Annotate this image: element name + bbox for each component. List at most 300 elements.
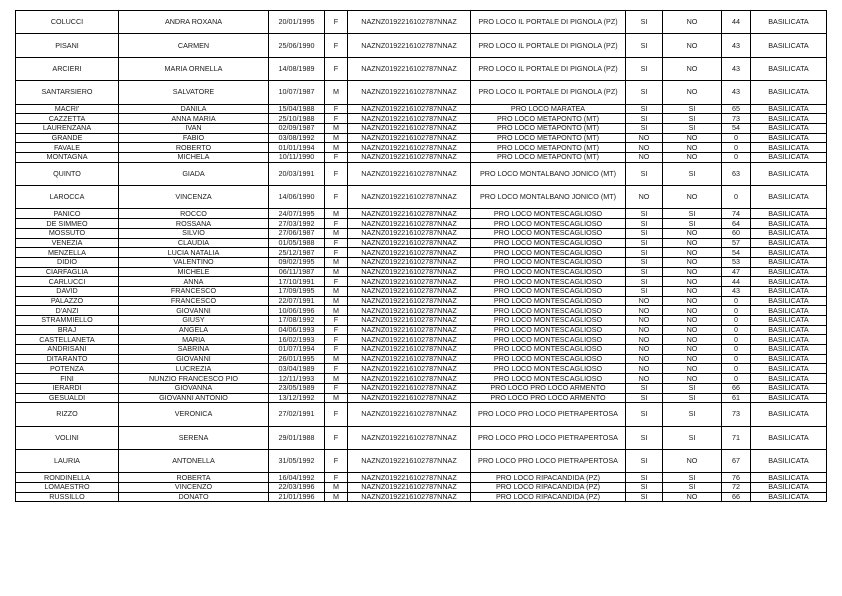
table-row [16, 483, 827, 493]
birth-date-cell: 25/10/1988 [269, 114, 325, 124]
birth-date-cell: 17/09/1995 [269, 286, 325, 296]
gender-cell: F [325, 383, 348, 393]
table-row [16, 374, 827, 384]
first-name-cell: GIOVANNI ANTONIO [119, 393, 269, 403]
region-cell: BASILICATA [751, 316, 827, 326]
code-cell: NAZNZ0192216102787NNAZ [348, 374, 471, 384]
flag-1-cell: SI [626, 34, 663, 57]
gender-cell: F [325, 114, 348, 124]
surname-cell: FINI [16, 374, 119, 384]
first-name-cell: ANNA [119, 277, 269, 287]
flag-2-cell: NO [663, 364, 722, 374]
score-cell: 76 [722, 473, 751, 483]
surname-cell: ARCIERI [16, 57, 119, 80]
gender-cell: F [325, 248, 348, 258]
surname-cell: VOLINI [16, 426, 119, 449]
flag-2-cell: NO [663, 267, 722, 277]
region-cell: BASILICATA [751, 345, 827, 355]
score-cell: 54 [722, 123, 751, 133]
flag-2-cell: NO [663, 153, 722, 163]
birth-date-cell: 12/11/1993 [269, 374, 325, 384]
flag-2-cell: NO [663, 277, 722, 287]
code-cell: NAZNZ0192216102787NNAZ [348, 364, 471, 374]
region-cell: BASILICATA [751, 306, 827, 316]
table-row [16, 335, 827, 345]
gender-cell: F [325, 186, 348, 209]
flag-2-cell: NO [663, 325, 722, 335]
gender-cell: F [325, 219, 348, 229]
first-name-cell: GIUSY [119, 316, 269, 326]
code-cell: NAZNZ0192216102787NNAZ [348, 450, 471, 473]
code-cell: NAZNZ0192216102787NNAZ [348, 492, 471, 502]
code-cell: NAZNZ0192216102787NNAZ [348, 345, 471, 355]
code-cell: NAZNZ0192216102787NNAZ [348, 153, 471, 163]
surname-cell: IERARDI [16, 383, 119, 393]
table-row [16, 426, 827, 449]
gender-cell: F [325, 34, 348, 57]
gender-cell: M [325, 393, 348, 403]
table-row [16, 228, 827, 238]
birth-date-cell: 20/03/1991 [269, 162, 325, 185]
gender-cell: F [325, 473, 348, 483]
surname-cell: DAVID [16, 286, 119, 296]
birth-date-cell: 03/04/1989 [269, 364, 325, 374]
table-row [16, 492, 827, 502]
score-cell: 0 [722, 306, 751, 316]
birth-date-cell: 01/07/1994 [269, 345, 325, 355]
score-cell: 0 [722, 335, 751, 345]
organization-cell: PRO LOCO MONTESCAGLIOSO [471, 209, 626, 219]
code-cell: NAZNZ0192216102787NNAZ [348, 393, 471, 403]
gender-cell: F [325, 403, 348, 426]
code-cell: NAZNZ0192216102787NNAZ [348, 81, 471, 104]
organization-cell: PRO LOCO PRO LOCO PIETRAPERTOSA [471, 450, 626, 473]
table-row [16, 57, 827, 80]
code-cell: NAZNZ0192216102787NNAZ [348, 219, 471, 229]
organization-cell: PRO LOCO MONTESCAGLIOSO [471, 325, 626, 335]
flag-2-cell: NO [663, 257, 722, 267]
first-name-cell: VALENTINO [119, 257, 269, 267]
score-cell: 60 [722, 228, 751, 238]
region-cell: BASILICATA [751, 450, 827, 473]
first-name-cell: ROSSANA [119, 219, 269, 229]
organization-cell: PRO LOCO MONTESCAGLIOSO [471, 345, 626, 355]
table-row [16, 248, 827, 258]
flag-2-cell: NO [663, 238, 722, 248]
birth-date-cell: 04/06/1993 [269, 325, 325, 335]
first-name-cell: SABRINA [119, 345, 269, 355]
flag-2-cell: NO [663, 286, 722, 296]
score-cell: 0 [722, 186, 751, 209]
gender-cell: F [325, 316, 348, 326]
table-row [16, 114, 827, 124]
first-name-cell: NUNZIO FRANCESCO PIO [119, 374, 269, 384]
score-cell: 66 [722, 492, 751, 502]
birth-date-cell: 16/02/1993 [269, 335, 325, 345]
birth-date-cell: 22/03/1996 [269, 483, 325, 493]
flag-1-cell: SI [626, 473, 663, 483]
score-cell: 43 [722, 81, 751, 104]
flag-1-cell: NO [626, 153, 663, 163]
flag-1-cell: NO [626, 186, 663, 209]
first-name-cell: DANILA [119, 104, 269, 114]
flag-1-cell: NO [626, 354, 663, 364]
surname-cell: RUSSILLO [16, 492, 119, 502]
region-cell: BASILICATA [751, 374, 827, 384]
surname-cell: MENZELLA [16, 248, 119, 258]
region-cell: BASILICATA [751, 257, 827, 267]
surname-cell: LOMAESTRO [16, 483, 119, 493]
first-name-cell: DONATO [119, 492, 269, 502]
first-name-cell: FRANCESCO [119, 296, 269, 306]
first-name-cell: VERONICA [119, 403, 269, 426]
score-cell: 54 [722, 248, 751, 258]
flag-1-cell: SI [626, 393, 663, 403]
region-cell: BASILICATA [751, 238, 827, 248]
region-cell: BASILICATA [751, 153, 827, 163]
organization-cell: PRO LOCO IL PORTALE DI PIGNOLA (PZ) [471, 11, 626, 34]
code-cell: NAZNZ0192216102787NNAZ [348, 57, 471, 80]
first-name-cell: ANDRA ROXANA [119, 11, 269, 34]
organization-cell: PRO LOCO MONTESCAGLIOSO [471, 277, 626, 287]
score-cell: 64 [722, 219, 751, 229]
region-cell: BASILICATA [751, 296, 827, 306]
region-cell: BASILICATA [751, 383, 827, 393]
flag-1-cell: NO [626, 306, 663, 316]
flag-2-cell: NO [663, 143, 722, 153]
table-row [16, 364, 827, 374]
flag-2-cell: SI [663, 209, 722, 219]
surname-cell: MACRI' [16, 104, 119, 114]
region-cell: BASILICATA [751, 393, 827, 403]
gender-cell: M [325, 296, 348, 306]
region-cell: BASILICATA [751, 114, 827, 124]
score-cell: 0 [722, 345, 751, 355]
code-cell: NAZNZ0192216102787NNAZ [348, 473, 471, 483]
birth-date-cell: 22/07/1991 [269, 296, 325, 306]
birth-date-cell: 10/11/1990 [269, 153, 325, 163]
table-row [16, 153, 827, 163]
first-name-cell: MARIA [119, 335, 269, 345]
score-cell: 0 [722, 143, 751, 153]
table-row [16, 162, 827, 185]
organization-cell: PRO LOCO MONTESCAGLIOSO [471, 228, 626, 238]
score-cell: 0 [722, 296, 751, 306]
surname-cell: LAURIA [16, 450, 119, 473]
score-cell: 0 [722, 374, 751, 384]
score-cell: 73 [722, 403, 751, 426]
score-cell: 0 [722, 354, 751, 364]
code-cell: NAZNZ0192216102787NNAZ [348, 133, 471, 143]
code-cell: NAZNZ0192216102787NNAZ [348, 123, 471, 133]
table-row [16, 450, 827, 473]
table-row [16, 257, 827, 267]
region-cell: BASILICATA [751, 133, 827, 143]
code-cell: NAZNZ0192216102787NNAZ [348, 354, 471, 364]
birth-date-cell: 02/09/1987 [269, 123, 325, 133]
score-cell: 67 [722, 450, 751, 473]
birth-date-cell: 01/05/1988 [269, 238, 325, 248]
surname-cell: COLUCCI [16, 11, 119, 34]
birth-date-cell: 23/05/1989 [269, 383, 325, 393]
gender-cell: M [325, 81, 348, 104]
first-name-cell: GIOVANNI [119, 306, 269, 316]
birth-date-cell: 06/11/1987 [269, 267, 325, 277]
first-name-cell: ROBERTO [119, 143, 269, 153]
organization-cell: PRO LOCO MONTESCAGLIOSO [471, 335, 626, 345]
gender-cell: F [325, 153, 348, 163]
surname-cell: QUINTO [16, 162, 119, 185]
gender-cell: F [325, 277, 348, 287]
organization-cell: PRO LOCO PRO LOCO ARMENTO [471, 393, 626, 403]
flag-2-cell: NO [663, 296, 722, 306]
table-row [16, 143, 827, 153]
flag-2-cell: SI [663, 393, 722, 403]
score-cell: 43 [722, 286, 751, 296]
birth-date-cell: 27/03/1992 [269, 219, 325, 229]
organization-cell: PRO LOCO MONTALBANO JONICO (MT) [471, 162, 626, 185]
gender-cell: F [325, 450, 348, 473]
score-cell: 73 [722, 114, 751, 124]
gender-cell: M [325, 492, 348, 502]
flag-2-cell: SI [663, 426, 722, 449]
flag-1-cell: SI [626, 286, 663, 296]
first-name-cell: GIOVANNA [119, 383, 269, 393]
code-cell: NAZNZ0192216102787NNAZ [348, 267, 471, 277]
flag-2-cell: SI [663, 104, 722, 114]
first-name-cell: ROCCO [119, 209, 269, 219]
flag-2-cell: NO [663, 450, 722, 473]
birth-date-cell: 14/06/1990 [269, 186, 325, 209]
code-cell: NAZNZ0192216102787NNAZ [348, 143, 471, 153]
gender-cell: F [325, 104, 348, 114]
score-cell: 0 [722, 316, 751, 326]
score-cell: 0 [722, 133, 751, 143]
birth-date-cell: 21/01/1996 [269, 492, 325, 502]
gender-cell: F [325, 238, 348, 248]
organization-cell: PRO LOCO MONTESCAGLIOSO [471, 286, 626, 296]
gender-cell: M [325, 143, 348, 153]
organization-cell: PRO LOCO MONTESCAGLIOSO [471, 248, 626, 258]
flag-1-cell: SI [626, 104, 663, 114]
region-cell: BASILICATA [751, 483, 827, 493]
first-name-cell: ANGELA [119, 325, 269, 335]
flag-1-cell: NO [626, 364, 663, 374]
organization-cell: PRO LOCO MONTESCAGLIOSO [471, 364, 626, 374]
score-cell: 71 [722, 426, 751, 449]
code-cell: NAZNZ0192216102787NNAZ [348, 186, 471, 209]
code-cell: NAZNZ0192216102787NNAZ [348, 248, 471, 258]
birth-date-cell: 17/08/1992 [269, 316, 325, 326]
organization-cell: PRO LOCO MONTESCAGLIOSO [471, 306, 626, 316]
score-cell: 43 [722, 57, 751, 80]
surname-cell: MOSSUTO [16, 228, 119, 238]
flag-1-cell: SI [626, 277, 663, 287]
table-row [16, 104, 827, 114]
score-cell: 63 [722, 162, 751, 185]
gender-cell: M [325, 228, 348, 238]
gender-cell: F [325, 426, 348, 449]
first-name-cell: LUCREZIA [119, 364, 269, 374]
birth-date-cell: 29/01/1988 [269, 426, 325, 449]
organization-cell: PRO LOCO METAPONTO (MT) [471, 133, 626, 143]
table-row [16, 267, 827, 277]
score-cell: 47 [722, 267, 751, 277]
flag-1-cell: SI [626, 267, 663, 277]
surname-cell: VENEZIA [16, 238, 119, 248]
birth-date-cell: 25/06/1990 [269, 34, 325, 57]
flag-1-cell: SI [626, 238, 663, 248]
table-row [16, 403, 827, 426]
birth-date-cell: 10/06/1996 [269, 306, 325, 316]
surname-cell: LAROCCA [16, 186, 119, 209]
code-cell: NAZNZ0192216102787NNAZ [348, 209, 471, 219]
flag-1-cell: SI [626, 403, 663, 426]
organization-cell: PRO LOCO MONTESCAGLIOSO [471, 267, 626, 277]
flag-2-cell: SI [663, 123, 722, 133]
flag-1-cell: NO [626, 296, 663, 306]
flag-1-cell: SI [626, 483, 663, 493]
organization-cell: PRO LOCO MARATEA [471, 104, 626, 114]
gender-cell: F [325, 57, 348, 80]
flag-1-cell: SI [626, 450, 663, 473]
organization-cell: PRO LOCO MONTESCAGLIOSO [471, 219, 626, 229]
table-row [16, 133, 827, 143]
table-row [16, 354, 827, 364]
surname-cell: CASTELLANETA [16, 335, 119, 345]
table-row [16, 345, 827, 355]
score-cell: 44 [722, 277, 751, 287]
first-name-cell: VINCENZO [119, 483, 269, 493]
gender-cell: F [325, 11, 348, 34]
birth-date-cell: 09/02/1995 [269, 257, 325, 267]
first-name-cell: SALVATORE [119, 81, 269, 104]
score-cell: 65 [722, 104, 751, 114]
region-cell: BASILICATA [751, 277, 827, 287]
first-name-cell: MICHELE [119, 267, 269, 277]
gender-cell: F [325, 364, 348, 374]
organization-cell: PRO LOCO METAPONTO (MT) [471, 123, 626, 133]
table-row [16, 383, 827, 393]
flag-1-cell: SI [626, 426, 663, 449]
region-cell: BASILICATA [751, 209, 827, 219]
region-cell: BASILICATA [751, 335, 827, 345]
flag-2-cell: SI [663, 473, 722, 483]
code-cell: NAZNZ0192216102787NNAZ [348, 257, 471, 267]
surname-cell: PALAZZO [16, 296, 119, 306]
first-name-cell: GIADA [119, 162, 269, 185]
surname-cell: PANICO [16, 209, 119, 219]
gender-cell: M [325, 257, 348, 267]
organization-cell: PRO LOCO MONTESCAGLIOSO [471, 374, 626, 384]
gender-cell: F [325, 325, 348, 335]
code-cell: NAZNZ0192216102787NNAZ [348, 114, 471, 124]
flag-1-cell: NO [626, 133, 663, 143]
table-row [16, 306, 827, 316]
first-name-cell: MICHELA [119, 153, 269, 163]
table-row [16, 11, 827, 34]
score-cell: 0 [722, 364, 751, 374]
organization-cell: PRO LOCO MONTALBANO JONICO (MT) [471, 186, 626, 209]
organization-cell: PRO LOCO MONTESCAGLIOSO [471, 296, 626, 306]
flag-2-cell: SI [663, 483, 722, 493]
first-name-cell: ANNA MARIA [119, 114, 269, 124]
first-name-cell: FRANCESCO [119, 286, 269, 296]
gender-cell: M [325, 483, 348, 493]
gender-cell: M [325, 286, 348, 296]
organization-cell: PRO LOCO PRO LOCO ARMENTO [471, 383, 626, 393]
region-cell: BASILICATA [751, 403, 827, 426]
code-cell: NAZNZ0192216102787NNAZ [348, 11, 471, 34]
flag-2-cell: SI [663, 162, 722, 185]
surname-cell: D'ANZI [16, 306, 119, 316]
gender-cell: F [325, 162, 348, 185]
flag-2-cell: NO [663, 354, 722, 364]
region-cell: BASILICATA [751, 286, 827, 296]
flag-1-cell: SI [626, 162, 663, 185]
region-cell: BASILICATA [751, 123, 827, 133]
birth-date-cell: 10/07/1987 [269, 81, 325, 104]
region-cell: BASILICATA [751, 34, 827, 57]
score-cell: 66 [722, 383, 751, 393]
gender-cell: F [325, 335, 348, 345]
candidates-table [15, 10, 827, 502]
first-name-cell: CARMEN [119, 34, 269, 57]
surname-cell: PISANI [16, 34, 119, 57]
table-row [16, 209, 827, 219]
flag-1-cell: SI [626, 114, 663, 124]
first-name-cell: IVAN [119, 123, 269, 133]
flag-1-cell: SI [626, 11, 663, 34]
table-row [16, 186, 827, 209]
organization-cell: PRO LOCO IL PORTALE DI PIGNOLA (PZ) [471, 34, 626, 57]
flag-1-cell: NO [626, 345, 663, 355]
region-cell: BASILICATA [751, 104, 827, 114]
region-cell: BASILICATA [751, 143, 827, 153]
surname-cell: POTENZA [16, 364, 119, 374]
flag-1-cell: SI [626, 57, 663, 80]
code-cell: NAZNZ0192216102787NNAZ [348, 403, 471, 426]
flag-2-cell: NO [663, 228, 722, 238]
flag-2-cell: NO [663, 186, 722, 209]
organization-cell: PRO LOCO RIPACANDIDA (PZ) [471, 473, 626, 483]
surname-cell: BRAJ [16, 325, 119, 335]
flag-1-cell: NO [626, 143, 663, 153]
flag-2-cell: NO [663, 57, 722, 80]
surname-cell: GESUALDI [16, 393, 119, 403]
region-cell: BASILICATA [751, 81, 827, 104]
flag-2-cell: SI [663, 383, 722, 393]
code-cell: NAZNZ0192216102787NNAZ [348, 296, 471, 306]
birth-date-cell: 24/07/1995 [269, 209, 325, 219]
organization-cell: PRO LOCO MONTESCAGLIOSO [471, 238, 626, 248]
region-cell: BASILICATA [751, 473, 827, 483]
first-name-cell: ANTONELLA [119, 450, 269, 473]
flag-1-cell: SI [626, 209, 663, 219]
table-row [16, 473, 827, 483]
organization-cell: PRO LOCO METAPONTO (MT) [471, 114, 626, 124]
first-name-cell: SERENA [119, 426, 269, 449]
flag-2-cell: NO [663, 81, 722, 104]
flag-1-cell: NO [626, 325, 663, 335]
score-cell: 44 [722, 11, 751, 34]
score-cell: 61 [722, 393, 751, 403]
gender-cell: M [325, 306, 348, 316]
table-row [16, 219, 827, 229]
organization-cell: PRO LOCO IL PORTALE DI PIGNOLA (PZ) [471, 81, 626, 104]
flag-2-cell: NO [663, 34, 722, 57]
organization-cell: PRO LOCO METAPONTO (MT) [471, 143, 626, 153]
